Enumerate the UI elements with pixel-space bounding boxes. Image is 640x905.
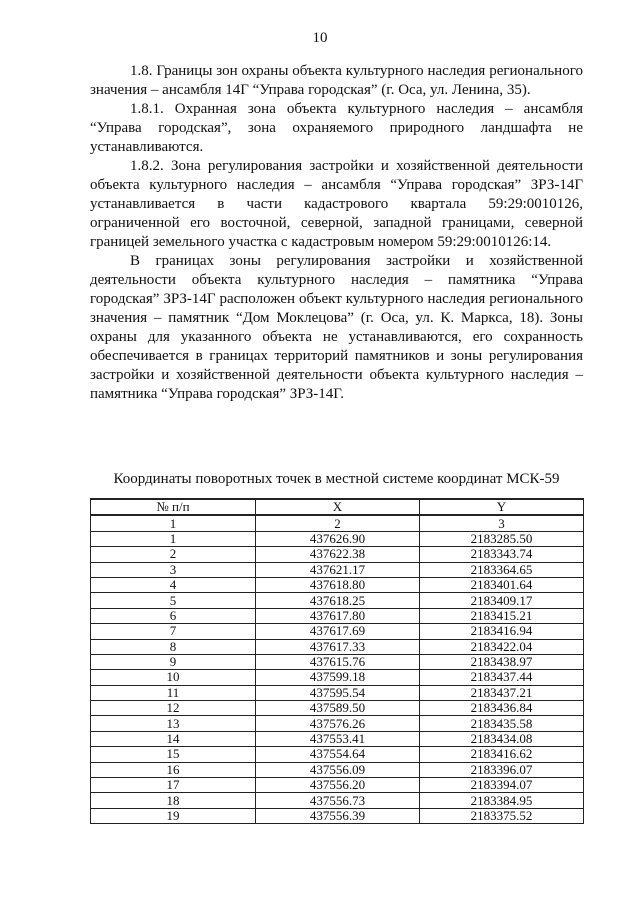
y-coordinate-cell: 2183416.94 — [420, 624, 584, 639]
point-number-cell: 2 — [91, 547, 256, 562]
column-number-cell: 2 — [256, 515, 420, 531]
y-coordinate-cell: 2183343.74 — [420, 547, 584, 562]
x-coordinate-cell: 437556.39 — [256, 808, 420, 823]
point-number-cell: 11 — [91, 685, 256, 700]
y-coordinate-cell: 2183437.44 — [420, 670, 584, 685]
paragraph-1-8-2: 1.8.2. Зона регулирования застройки и хозяйственной деятельности объекта культурного наследия – ансамбля “Управа городская” ЗРЗ-14Г устанавливается в части кадастрового квартала 59:29:0010126, ограниченной его восточной, северной, западной границами, северной границей земельного участка с кадастровым номером 59:29:0010126:14. — [90, 158, 583, 250]
table-row — [91, 608, 584, 623]
point-number-cell: 6 — [91, 608, 256, 623]
table-row — [91, 654, 584, 669]
page-number: 10 — [312, 30, 328, 46]
table-row — [91, 747, 584, 762]
x-coordinate-cell: 437617.33 — [256, 639, 420, 654]
point-number-cell: 3 — [91, 562, 256, 577]
table-row — [91, 624, 584, 639]
x-coordinate-cell: 437618.80 — [256, 577, 420, 592]
x-coordinate-cell: 437554.64 — [256, 747, 420, 762]
y-coordinate-cell: 2183285.50 — [420, 531, 584, 546]
x-coordinate-cell: 437556.73 — [256, 793, 420, 808]
y-coordinate-cell: 2183396.07 — [420, 762, 584, 777]
point-number-cell: 16 — [91, 762, 256, 777]
point-number-cell: 15 — [91, 747, 256, 762]
table-row — [91, 577, 584, 592]
point-number-cell: 18 — [91, 793, 256, 808]
table-row — [91, 778, 584, 793]
y-coordinate-cell: 2183375.52 — [420, 808, 584, 823]
column-number-cell: 3 — [420, 515, 584, 531]
x-coordinate-cell: 437618.25 — [256, 593, 420, 608]
table-column-number-row — [91, 515, 584, 531]
table-row — [91, 531, 584, 546]
table-row — [91, 670, 584, 685]
point-number-cell: 10 — [91, 670, 256, 685]
header-cell-number: № п/п — [91, 499, 256, 515]
table-header-row — [91, 499, 584, 515]
point-number-cell: 12 — [91, 701, 256, 716]
y-coordinate-cell: 2183409.17 — [420, 593, 584, 608]
x-coordinate-cell: 437615.76 — [256, 654, 420, 669]
table-caption: Координаты поворотных точек в местной системе координат МСК-59 — [113, 471, 560, 487]
y-coordinate-cell: 2183436.84 — [420, 701, 584, 716]
point-number-cell: 17 — [91, 778, 256, 793]
point-number-cell: 13 — [91, 716, 256, 731]
y-coordinate-cell: 2183435.58 — [420, 716, 584, 731]
table-row — [91, 716, 584, 731]
point-number-cell: 19 — [91, 808, 256, 823]
table-row — [91, 731, 584, 746]
y-coordinate-cell: 2183401.64 — [420, 577, 584, 592]
paragraph-1-8-1: 1.8.1. Охранная зона объекта культурного наследия – ансамбля “Управа городская”, зона охраняемого природного ландшафта не устанавливаются. — [90, 101, 583, 155]
point-number-cell: 4 — [91, 577, 256, 592]
x-coordinate-cell: 437617.80 — [256, 608, 420, 623]
point-number-cell: 8 — [91, 639, 256, 654]
paragraph-1-8: 1.8. Границы зон охраны объекта культурного наследия регионального значения – ансамбля 14Г “Управа городская” (г. Оса, ул. Ленина, 35). — [90, 63, 583, 98]
y-coordinate-cell: 2183394.07 — [420, 778, 584, 793]
y-coordinate-cell: 2183416.62 — [420, 747, 584, 762]
table-row — [91, 762, 584, 777]
table-row — [91, 701, 584, 716]
y-coordinate-cell: 2183438.97 — [420, 654, 584, 669]
document-body — [90, 62, 583, 404]
table-row — [91, 562, 584, 577]
y-coordinate-cell: 2183434.08 — [420, 731, 584, 746]
x-coordinate-cell: 437556.20 — [256, 778, 420, 793]
header-cell-y: Y — [420, 499, 584, 515]
table-row — [91, 593, 584, 608]
header-cell-x: X — [256, 499, 420, 515]
y-coordinate-cell: 2183384.95 — [420, 793, 584, 808]
x-coordinate-cell: 437599.18 — [256, 670, 420, 685]
point-number-cell: 1 — [91, 531, 256, 546]
x-coordinate-cell: 437576.26 — [256, 716, 420, 731]
table-row — [91, 639, 584, 654]
table-row — [91, 547, 584, 562]
x-coordinate-cell: 437617.69 — [256, 624, 420, 639]
paragraph-monument-dom-moklecova: В границах зоны регулирования застройки и хозяйственной деятельности объекта культурного наследия – памятника “Управа городская” ЗРЗ-14Г расположен объект культурного наследия регионального значения – памятник “Дом Моклецова” (г. Оса, ул. К. Маркса, 18). Зоны охраны для указанного объекта не устанавливаются, его сохранность обеспечивается в границах территорий памятников и зоны регулирования застройки и хозяйственной деятельности объекта культурного наследия – памятника “Управа городская” ЗРЗ-14Г. — [90, 253, 583, 402]
table-row — [91, 685, 584, 700]
point-number-cell: 14 — [91, 731, 256, 746]
x-coordinate-cell: 437556.09 — [256, 762, 420, 777]
x-coordinate-cell: 437626.90 — [256, 531, 420, 546]
column-number-cell: 1 — [91, 515, 256, 531]
table-row — [91, 808, 584, 823]
y-coordinate-cell: 2183437.21 — [420, 685, 584, 700]
x-coordinate-cell: 437589.50 — [256, 701, 420, 716]
y-coordinate-cell: 2183415.21 — [420, 608, 584, 623]
point-number-cell: 7 — [91, 624, 256, 639]
y-coordinate-cell: 2183364.65 — [420, 562, 584, 577]
x-coordinate-cell: 437622.38 — [256, 547, 420, 562]
x-coordinate-cell: 437595.54 — [256, 685, 420, 700]
x-coordinate-cell: 437621.17 — [256, 562, 420, 577]
y-coordinate-cell: 2183422.04 — [420, 639, 584, 654]
point-number-cell: 5 — [91, 593, 256, 608]
table-row — [91, 793, 584, 808]
point-number-cell: 9 — [91, 654, 256, 669]
x-coordinate-cell: 437553.41 — [256, 731, 420, 746]
coordinates-table — [90, 498, 584, 824]
